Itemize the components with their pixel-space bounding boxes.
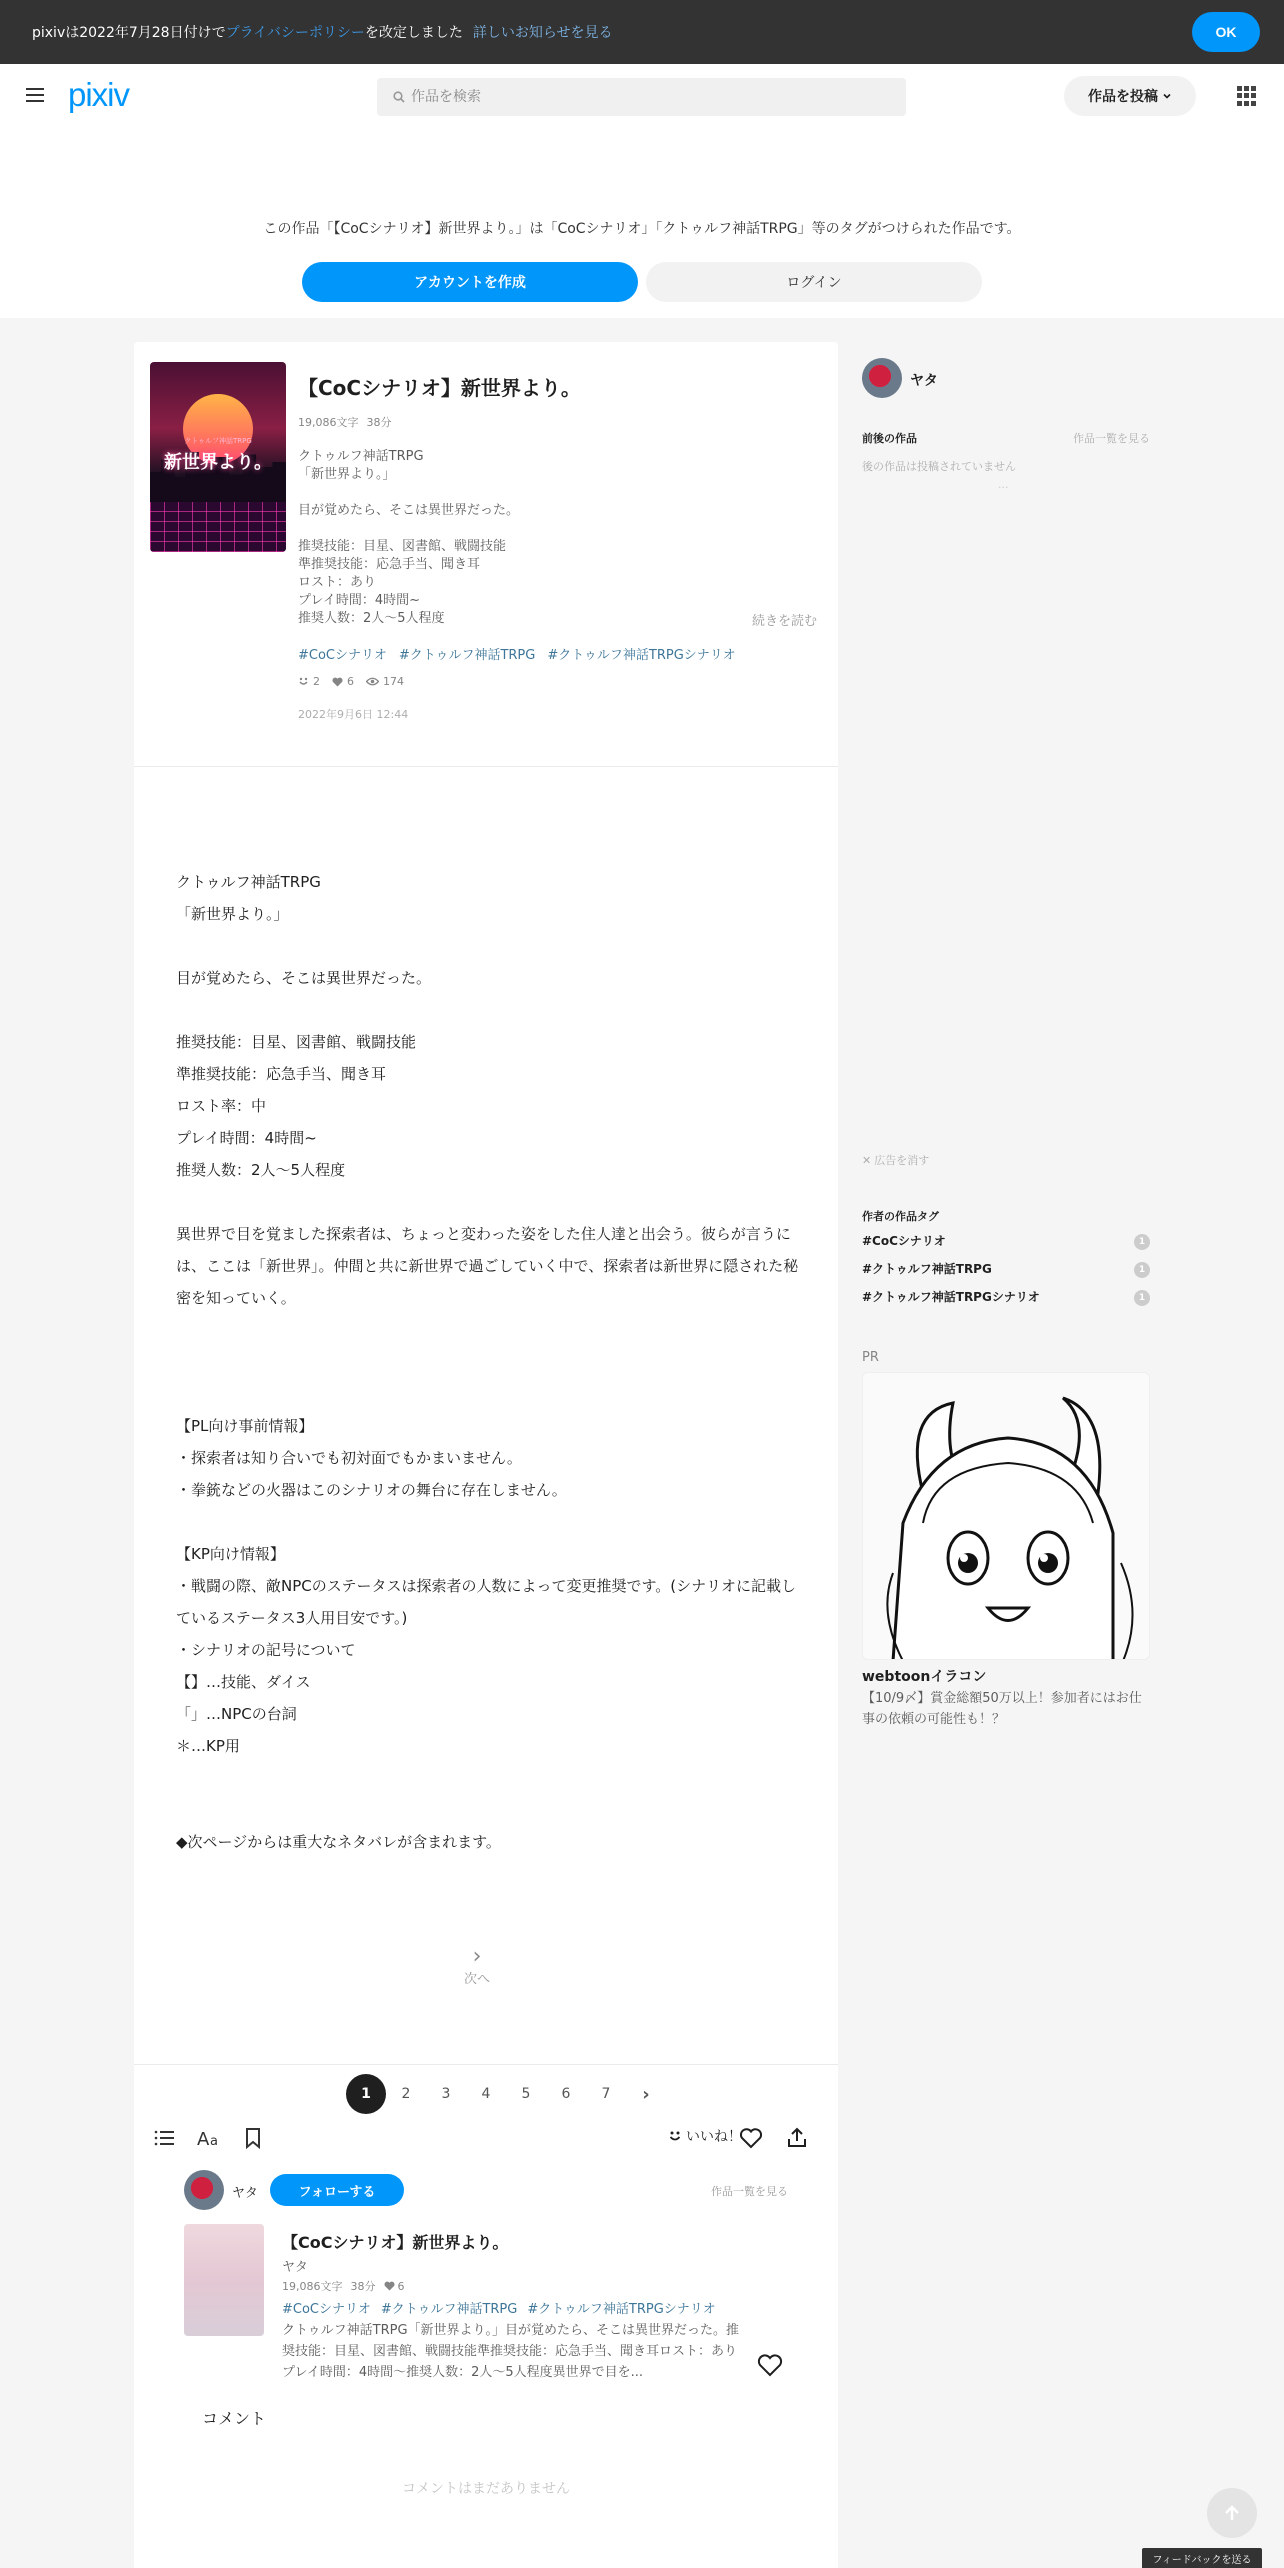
pr-illustration [863,1373,1150,1660]
like-label: いいね！ [686,2129,742,2145]
author-avatar[interactable] [862,358,902,398]
next-page-arrow-icon[interactable]: › [642,2083,650,2105]
next-page-button[interactable] [447,1946,507,1987]
search-input[interactable] [411,89,891,105]
pagination [346,2074,666,2114]
arrow-up-icon [1222,2503,1242,2523]
like-button[interactable] [668,2126,742,2146]
novel-main-panel [134,342,838,2568]
privacy-policy-link[interactable]: プライバシーポリシー [225,25,365,41]
smile-icon [668,2129,682,2143]
mini-description: クトゥルフ神話TRPG「新世界より。」目が覚めたら、そこは異世界だった。推奨技能：目星、図書館、戦闘技能準推奨技能：応急手当、聞き耳ロスト：ありプレイ時間：4時間～推奨人数：2人～5人程度異世界で目を... [282,2323,740,2380]
series-label: 前後の作品 [862,432,917,445]
menu-icon[interactable] [26,88,44,102]
eye-icon [366,677,379,686]
pr-title[interactable]: webtoonイラコン [862,1669,987,1685]
follow-button[interactable]: フォローする [270,2174,404,2206]
search-icon [393,91,405,103]
notice-text: pixivは2022年7月28日付けで [32,25,226,41]
work-summary-card [184,2224,788,2394]
svg-text:a: a [210,2134,218,2149]
heart-icon [384,2281,395,2291]
mini-char-count: 19,086文字 [282,2280,343,2293]
hide-ads-label: 広告を消す [874,1154,930,1167]
share-icon[interactable] [784,2126,810,2150]
author-tag-item[interactable]: #クトゥルフ神話TRPGシナリオ 1 [862,1288,1150,1316]
heart-icon [332,677,343,687]
series-empty-text: 後の作品は投稿されていません [862,460,1016,473]
char-count: 19,086文字 [298,416,359,429]
smile-icon [298,676,309,687]
comments-heading: コメント [202,2409,267,2428]
mini-author[interactable]: ヤタ [282,2260,308,2275]
close-icon: ✕ [862,1153,872,1167]
create-account-button[interactable]: アカウントを作成 [302,262,638,302]
tag-count-badge: 1 [1134,1262,1150,1278]
chevron-right-icon: › [472,1944,482,1969]
hide-ads-link[interactable] [862,1152,929,1168]
page-3[interactable]: 3 [441,2086,451,2102]
tag-link[interactable]: #クトゥルフ神話TRPGシナリオ [547,648,736,663]
sidebar-author[interactable] [862,358,1150,398]
divider [134,766,838,767]
tag-link[interactable]: #クトゥルフ神話TRPG [398,648,536,663]
reader-toolbar [152,2118,822,2158]
author-name[interactable]: ヤタ [232,2186,258,2201]
heart-icon[interactable] [756,2352,784,2378]
notice-ok-button[interactable]: OK [1192,12,1260,52]
view-count: 174 [383,675,404,688]
work-stats [298,675,404,688]
page-2[interactable]: 2 [401,2086,411,2102]
work-meta [298,414,392,430]
page-7[interactable]: 7 [601,2086,611,2102]
author-tag-item[interactable]: #クトゥルフ神話TRPG 1 [862,1260,1150,1288]
author-avatar[interactable] [184,2170,224,2210]
pr-description[interactable]: 【10/9〆】賞金総額50万以上！参加者にはお仕事の依頼の可能性も！？ [862,1691,1142,1727]
bookmark-count: 6 [347,675,354,688]
mini-meta [282,2278,405,2294]
post-work-label: 作品を投稿 [1088,89,1158,105]
scroll-to-top-button[interactable] [1207,2488,1257,2538]
privacy-notice-bar [0,0,1284,64]
table-of-contents-icon[interactable] [152,2126,178,2150]
series-all-link[interactable]: 作品一覧を見る [1073,432,1150,445]
mini-cover-image[interactable] [184,2224,264,2336]
mini-hearts: 6 [397,2279,405,2293]
page-1[interactable]: 1 [346,2074,386,2114]
cover-title: 新世界より。 [164,452,272,473]
post-work-button[interactable] [1064,76,1196,116]
author-tag-item[interactable]: #CoCシナリオ 1 [862,1232,1150,1260]
cover-subtitle: クトゥルフ神話TRPG [184,437,252,445]
work-cover-image[interactable] [150,362,286,552]
read-time: 38分 [366,416,392,429]
like-count: 2 [313,675,320,688]
mini-title[interactable]: 【CoCシナリオ】新世界より。 [282,2233,509,2252]
author-tags-heading: 作者の作品タグ [862,1210,939,1223]
tag-link[interactable]: #CoCシナリオ [282,2302,371,2317]
sidebar-author-name[interactable]: ヤタ [910,373,938,389]
series-ellipsis: ... [998,478,1009,491]
no-comments-text: コメントはまだありません [402,2481,570,2497]
login-button[interactable]: ログイン [646,262,982,302]
mini-read-time: 38分 [350,2280,376,2293]
tag-count-badge: 1 [1134,1234,1150,1250]
author-row [184,2170,788,2210]
novel-body: クトゥルフ神話TRPG 「新世界より。」 目が覚めたら、そこは異世界だった。 推奨技能：目星、図書館、戦闘技能 準推奨技能：応急手当、聞き耳 ロスト率：中 プレイ時間：4時間~ 推奨人数：2人～5人程度 異世界で目を覚ました探索者は、ちょっと変わった姿をした住人達と出会う。彼らが言うには、ここは「新世界」。仲間と共に新世界で過ごしていく中で、探索者は新世界に隠された秘密を知っていく。 【PL向け事前情報】 ・探索者は知り合いでも初対面でもかまいません。 ・拳銃などの火器はこのシナリオの舞台に存在しません。 【KP向け情報】 ・戦闘の際、敵NPCのステータスは探索者の人数によって変更推奨です。(シナリオに記載しているステータス3人用目安です。) ・シナリオの記号について 【】…技能、ダイス 「」…NPCの台詞 ＊…KP用 ◆次ページからは重大なネタバレが含まれます。 [176,873,799,1851]
work-caption: クトゥルフ神話TRPG 「新世界より。」 目が覚めたら、そこは異世界だった。 推奨技能：目星、図書館、戦闘技能 準推奨技能：応急手当、聞き耳 ロスト：あり プレイ時間：4時間~ 推奨人数：2人～5人程度 [298,449,520,626]
font-settings-icon[interactable] [196,2126,222,2150]
all-works-link[interactable]: 作品一覧を見る [711,2185,788,2198]
tag-link[interactable]: #クトゥルフ神話TRPGシナリオ [527,2302,716,2317]
signup-banner [0,128,1284,318]
work-tags [298,644,736,663]
tag-link[interactable]: #CoCシナリオ [298,648,387,663]
site-header [0,64,1284,128]
author-tag-list [862,1232,1150,1316]
apps-grid-icon[interactable] [1237,86,1257,106]
pixiv-logo[interactable]: pixiv [68,76,130,113]
pr-banner-image[interactable] [862,1372,1150,1660]
pr-label: PR [862,1350,879,1365]
notice-text-after: を改定しました [364,25,463,41]
heart-icon[interactable] [738,2126,764,2150]
search-bar[interactable] [377,78,906,116]
feedback-button[interactable]: フィードバックを送る [1142,2548,1262,2568]
tag-link[interactable]: #クトゥルフ神話TRPG [380,2302,518,2317]
signup-tagline: この作品「【CoCシナリオ】新世界より。」は「CoCシナリオ」「クトゥルフ神話TRPG」等のタグがつけられた作品です。 [263,221,1021,237]
mini-tags [282,2298,716,2317]
series-header [862,430,1150,446]
next-label: 次へ [463,1972,490,1987]
divider [134,2064,838,2065]
bookmark-icon[interactable] [240,2126,266,2150]
page-6[interactable]: 6 [561,2086,571,2102]
read-more-link[interactable]: 続きを読む [752,614,818,629]
notice-details-link[interactable]: 詳しいお知らせを見る [472,25,613,41]
page-4[interactable]: 4 [481,2086,491,2102]
work-title: 【CoCシナリオ】新世界より。 [298,376,581,400]
page-5[interactable]: 5 [521,2086,531,2102]
tag-count-badge: 1 [1134,1290,1150,1306]
chevron-down-icon [1162,91,1172,101]
svg-text:A: A [197,2129,210,2150]
work-date: 2022年9月6日 12:44 [298,708,409,721]
